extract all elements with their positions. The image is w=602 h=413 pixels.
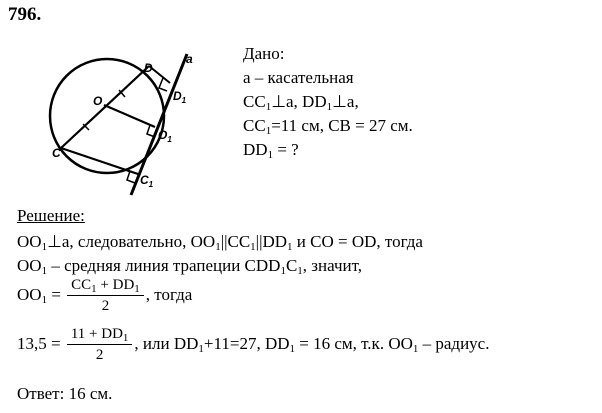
fraction-equation: $\frac{11 + DD_1}{2}$ <box>67 325 133 365</box>
solution-line-4: 13,5 = $\frac{11 + DD_1}{2}$ , или $DD_1+11=27$, $DD_1 = 16$ см, т.к. $OO_1$ – радиус. <box>17 326 490 363</box>
label-a: a <box>186 52 193 66</box>
chord-cd <box>61 66 149 148</box>
label-c1: $C_1$ <box>140 173 154 189</box>
answer: Ответ: 16 см. <box>17 384 113 403</box>
segment-oo1 <box>104 105 155 127</box>
solution-heading: Решение: <box>17 206 85 225</box>
given-line-4: $DD_1$ = ? <box>243 140 299 161</box>
fraction-mid-line: $\frac{CC_1 + DD_1}{2}$ <box>67 276 144 316</box>
given-line-3: $CC_1=11$ см, CB = 27 см. <box>243 116 413 137</box>
problem-number: 796. <box>8 4 42 25</box>
label-o: O <box>93 94 103 108</box>
geometry-figure <box>30 48 230 198</box>
label-c: C <box>52 146 61 160</box>
label-d: D <box>144 61 153 75</box>
given-line-2: $CC_1\perp a$, $DD_1\perp a$, <box>243 92 359 113</box>
given-line-1: a – касательная <box>243 68 354 87</box>
solution-line-2: $OO_1$ – средняя линия трапеции $CDD_1C_1$, значит, <box>17 256 363 277</box>
solution-line-1: $OO_1\perp a$, следовательно, $OO_1||CC_1||DD_1$ и CO = OD, тогда <box>17 232 423 253</box>
given-heading: Дано: <box>243 44 285 63</box>
label-d1: $D_1$ <box>173 89 187 105</box>
label-o1: $O_1$ <box>158 128 172 144</box>
solution-line-3: $OO_1$ = $\frac{CC_1 + DD_1}{2}$ , тогда <box>17 277 193 314</box>
